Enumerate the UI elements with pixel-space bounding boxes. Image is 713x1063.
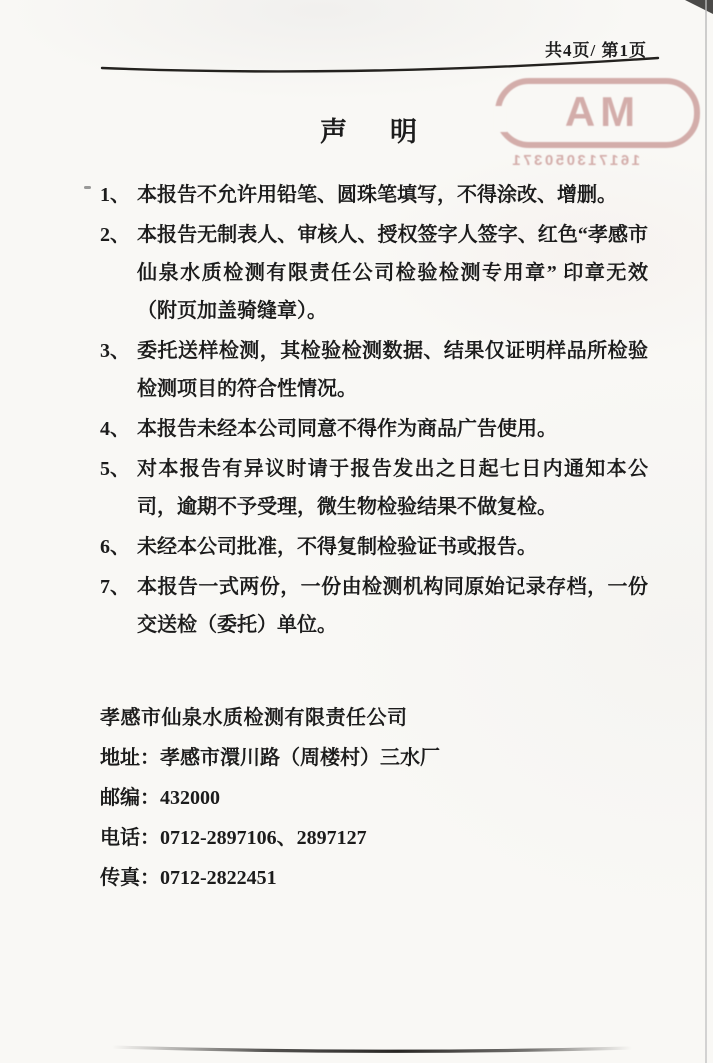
statement-item: [100, 410, 648, 448]
statement-text: 委托送样检测，其检验检测数据、结果仅证明样品所检验检测项目的符合性情况。: [137, 340, 648, 400]
statement-number: 5、: [100, 458, 130, 480]
cma-stamp-number: 161713050371: [509, 152, 640, 169]
statements-list: [100, 176, 648, 646]
statement-text: 本报告无制表人、审核人、授权签字人签字、红色“孝感市仙泉水质检测有限责任公司检验检测专用章” 印章无效（附页加盖骑缝章）。: [137, 224, 648, 322]
statement-text: 本报告不允许用铅笔、圆珠笔填写，不得涂改、增删。: [137, 184, 617, 206]
statement-number: 2、: [100, 224, 130, 246]
statement-text: 未经本公司批准，不得复制检验证书或报告。: [137, 536, 537, 558]
fax-value: 0712-2822451: [160, 867, 277, 889]
scan-corner-artifact: [685, 0, 713, 14]
phone-line: [100, 818, 648, 858]
company-name: 孝感市仙泉水质检测有限责任公司: [100, 707, 408, 729]
fax-line: [100, 858, 648, 898]
statement-item: [100, 216, 648, 330]
phone-value: 0712-2897106、2897127: [160, 827, 367, 849]
cma-stamp-letters: MA: [559, 88, 636, 135]
postcode-line: [100, 778, 648, 818]
contact-block: [100, 698, 648, 898]
statement-text: 对本报告有异议时请于报告发出之日起七日内通知本公司，逾期不予受理，微生物检验结果不做复检。: [137, 458, 648, 518]
statement-text: 本报告未经本公司同意不得作为商品广告使用。: [137, 418, 557, 440]
statement-item: [100, 176, 648, 214]
scan-bottom-edge: [112, 1044, 632, 1056]
statement-number: 7、: [100, 576, 130, 598]
statement-number: 6、: [100, 536, 130, 558]
postcode-label: 邮编：: [100, 787, 160, 809]
fax-label: 传真：: [100, 867, 160, 889]
phone-label: 电话：: [100, 827, 160, 849]
scan-speck: [84, 186, 91, 189]
postcode-value: 432000: [160, 787, 220, 809]
statement-number: 3、: [100, 340, 130, 362]
statement-item: [100, 450, 648, 526]
statement-item: [100, 528, 648, 566]
statement-text: 本报告一式两份，一份由检测机构同原始记录存档，一份交送检（委托）单位。: [137, 576, 648, 636]
address-line: [100, 738, 648, 778]
statement-item: [100, 568, 648, 644]
statement-item: [100, 332, 648, 408]
address-value: 孝感市澴川路（周楼村）三水厂: [160, 747, 440, 769]
statement-number: 1、: [100, 184, 130, 206]
address-label: 地址：: [100, 747, 160, 769]
page-title: 声 明: [320, 117, 425, 147]
page-indicator: 共4页/ 第1页: [545, 41, 647, 60]
statement-number: 4、: [100, 418, 130, 440]
